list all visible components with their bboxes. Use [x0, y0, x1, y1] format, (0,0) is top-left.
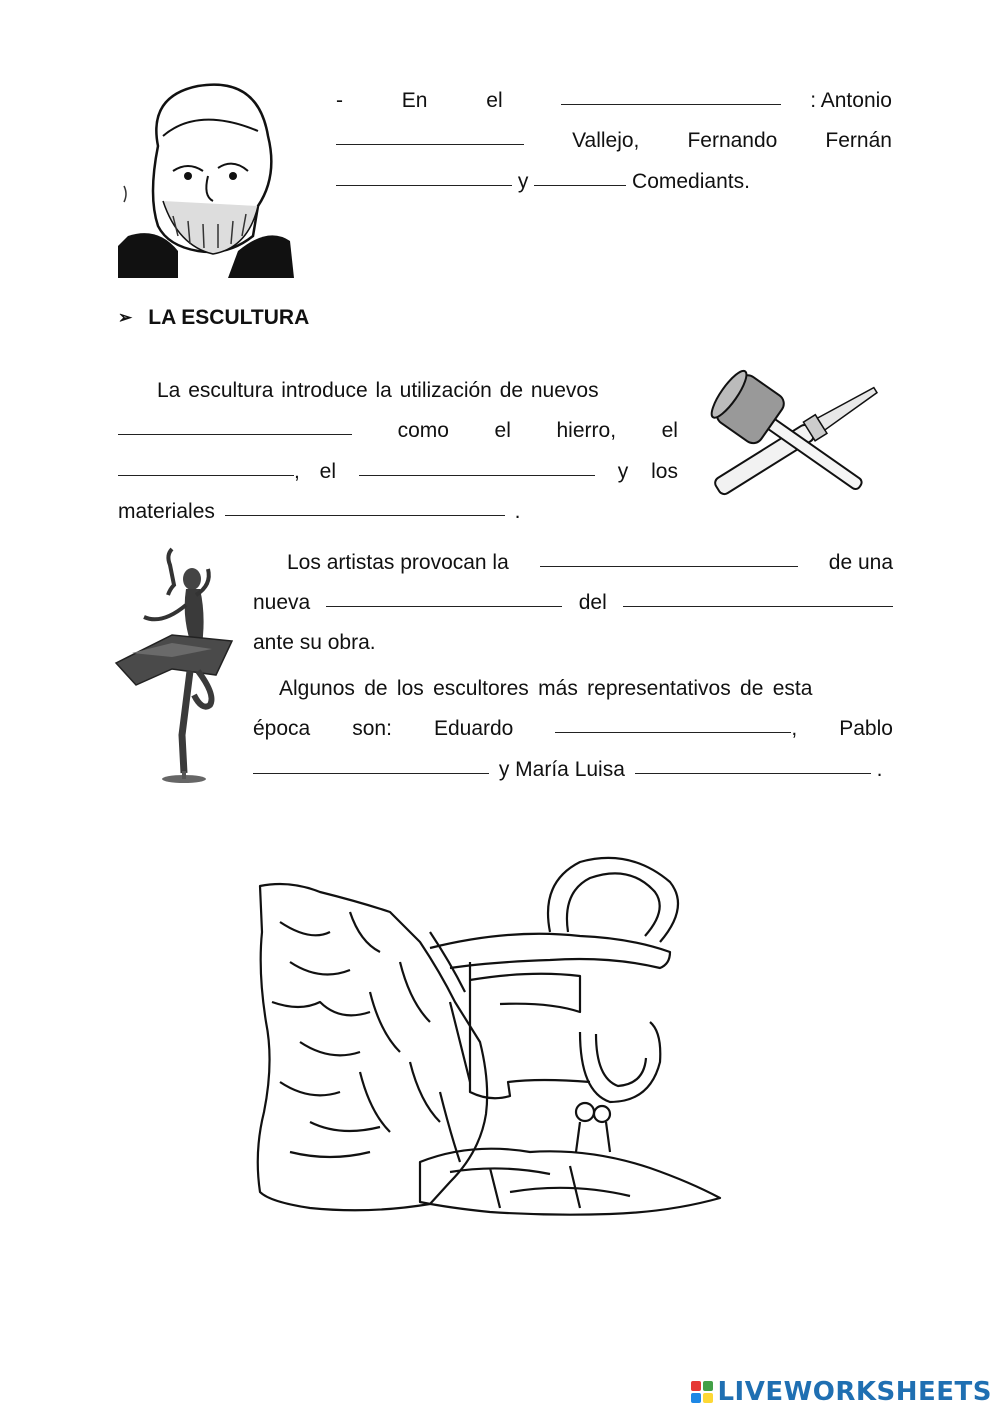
- blank-antonio-surname[interactable]: [336, 125, 524, 145]
- blank-pablo-surname[interactable]: [253, 754, 489, 774]
- text-period: .: [514, 500, 521, 523]
- para3-line1: [279, 674, 893, 704]
- dash-text: -: [336, 89, 343, 112]
- para2-line3: [253, 628, 376, 658]
- brand-text: LIVEWORKSHEETS: [717, 1377, 992, 1407]
- word-el: el: [486, 89, 503, 112]
- text-comma: ,: [791, 717, 798, 740]
- section-heading: [118, 306, 309, 330]
- word-antonio: : Antonio: [810, 89, 892, 112]
- blank-attitude[interactable]: [326, 587, 562, 607]
- blank-material-type[interactable]: [225, 496, 505, 516]
- text-period-2: .: [876, 758, 883, 781]
- word-eduardo: Eduardo: [433, 717, 514, 740]
- fill-line-1: [336, 86, 892, 116]
- word-pablo: Pablo: [839, 717, 893, 740]
- para2-text-end: de una: [828, 551, 893, 574]
- blank-els[interactable]: [534, 166, 626, 186]
- word-nueva: nueva: [253, 591, 311, 614]
- heading-title: LA ESCULTURA: [148, 306, 310, 329]
- liveworksheets-logo-icon: [691, 1381, 713, 1403]
- para2-text-start: Los artistas provocan la: [287, 551, 509, 574]
- para1-line3: [118, 457, 678, 487]
- blank-theatre-group[interactable]: [561, 85, 781, 105]
- word-el-2: el: [661, 419, 678, 442]
- word-epoca: época: [253, 717, 311, 740]
- blank-fernan-surname[interactable]: [336, 166, 512, 186]
- para3-line3: [253, 755, 882, 785]
- blank-material-2[interactable]: [118, 456, 294, 476]
- caricature-portrait: [118, 76, 294, 278]
- blank-reaction[interactable]: [540, 547, 798, 567]
- word-en: En: [401, 89, 428, 112]
- blank-eduardo-surname[interactable]: [555, 713, 791, 733]
- para1-line1: [157, 376, 599, 406]
- peine-del-viento-drawing: [250, 852, 740, 1224]
- word-comediants: Comediants.: [632, 170, 750, 193]
- word-fernando: Fernando: [687, 129, 778, 152]
- para1-line2: [118, 416, 678, 446]
- word-del: del: [578, 591, 607, 614]
- blank-maria-luisa-surname[interactable]: [635, 754, 871, 774]
- para3-text-1: Algunos de los escultores más representativos de esta: [279, 677, 813, 700]
- word-el: el: [494, 419, 511, 442]
- word-y: y: [617, 460, 629, 483]
- liveworksheets-brand: [691, 1377, 992, 1407]
- blank-material-3[interactable]: [359, 456, 595, 476]
- blank-materials[interactable]: [118, 415, 352, 435]
- para2-line1: [253, 548, 893, 578]
- para1-line4: [118, 497, 520, 527]
- word-hierro: hierro,: [556, 419, 617, 442]
- word-fernan: Fernán: [825, 129, 892, 152]
- para1-text-1: La escultura introduce la utilización de nuevos: [157, 379, 599, 402]
- word-materiales: materiales: [118, 500, 215, 523]
- word-son: son:: [352, 717, 392, 740]
- fill-line-3: [336, 167, 750, 197]
- mallet-chisel-illustration: [694, 368, 898, 514]
- blank-spectator[interactable]: [623, 587, 893, 607]
- word-los: los: [651, 460, 678, 483]
- fill-line-2: [336, 126, 892, 156]
- text-y-maria-luisa: y María Luisa: [498, 758, 625, 781]
- para2-line2: [253, 588, 893, 618]
- word-y: y: [517, 170, 529, 193]
- arrow-bullet-icon: ➢: [118, 308, 133, 327]
- dancer-sculpture-image: [112, 545, 238, 789]
- text-comma-el: , el: [294, 460, 337, 483]
- word-como: como: [397, 419, 449, 442]
- para3-line2: [253, 714, 893, 744]
- word-vallejo: Vallejo,: [572, 129, 640, 152]
- para2-text-3: ante su obra.: [253, 631, 376, 654]
